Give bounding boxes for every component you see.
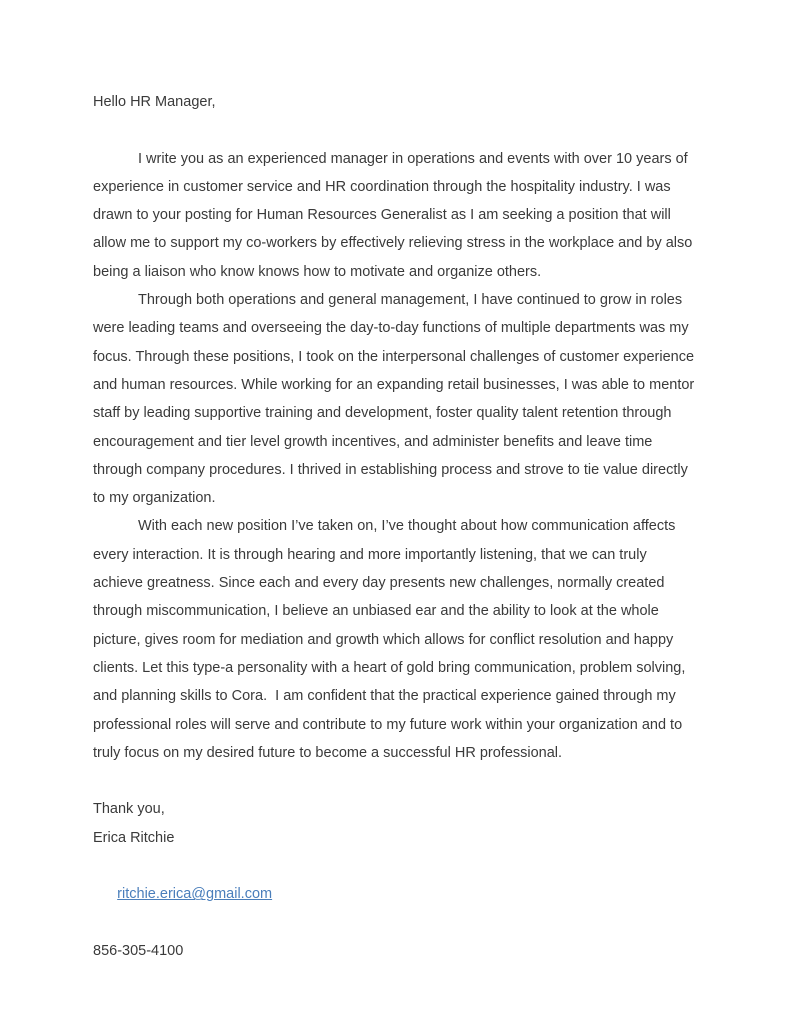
body-paragraph-3: With each new position I’ve taken on, I’ve thought about how communication affects every interaction. It is through hearing and more importantly listening, that we can truly achieve greatness. Since each and every day presents new challenges, normally created through miscommunication, I believe an unbiased ear and the ability to look at the whole picture, gives room for mediation and growth which allows for conflict resolution and happy clients. Let this type-a personality with a heart of gold bring communication, problem solving, and planning skills to Cora. I am confident that the practical experience gained through my professional roles will serve and contribute to my future work within your organization and to truly focus on my desired future to become a successful HR professional. — [93, 518, 690, 761]
signature-block — [93, 795, 698, 965]
email-link[interactable]: ritchie.erica@gmail.com — [117, 886, 273, 903]
signature-name: Erica Ritchie — [93, 829, 175, 846]
phone-number: 856-305-4100 — [93, 942, 184, 959]
greeting: Hello HR Manager, — [93, 94, 216, 110]
closing: Thank you, — [93, 801, 165, 818]
body-paragraph-1: I write you as an experienced manager in operations and events with over 10 years of experience in customer service and HR coordination through the hospitality industry. I was drawn to your posting for Human Resources Generalist as I am seeking a position that will allow me to support my co-workers by effectively relieving stress in the workplace and by also being a liaison who know knows how to motivate and organize others. — [93, 150, 697, 280]
body-paragraph-2: Through both operations and general management, I have continued to grow in roles were leading teams and overseeing the day-to-day functions of multiple departments was my focus. Through these positions, I took on the interpersonal challenges of customer experience and human resources. While working for an expanding retail businesses, I was able to mentor staff by leading supportive training and development, foster quality talent retention through encouragement and tier level growth incentives, and administer benefits and leave time through company procedures. I thrived in establishing process and strove to tie value directly to my organization. — [93, 292, 699, 507]
